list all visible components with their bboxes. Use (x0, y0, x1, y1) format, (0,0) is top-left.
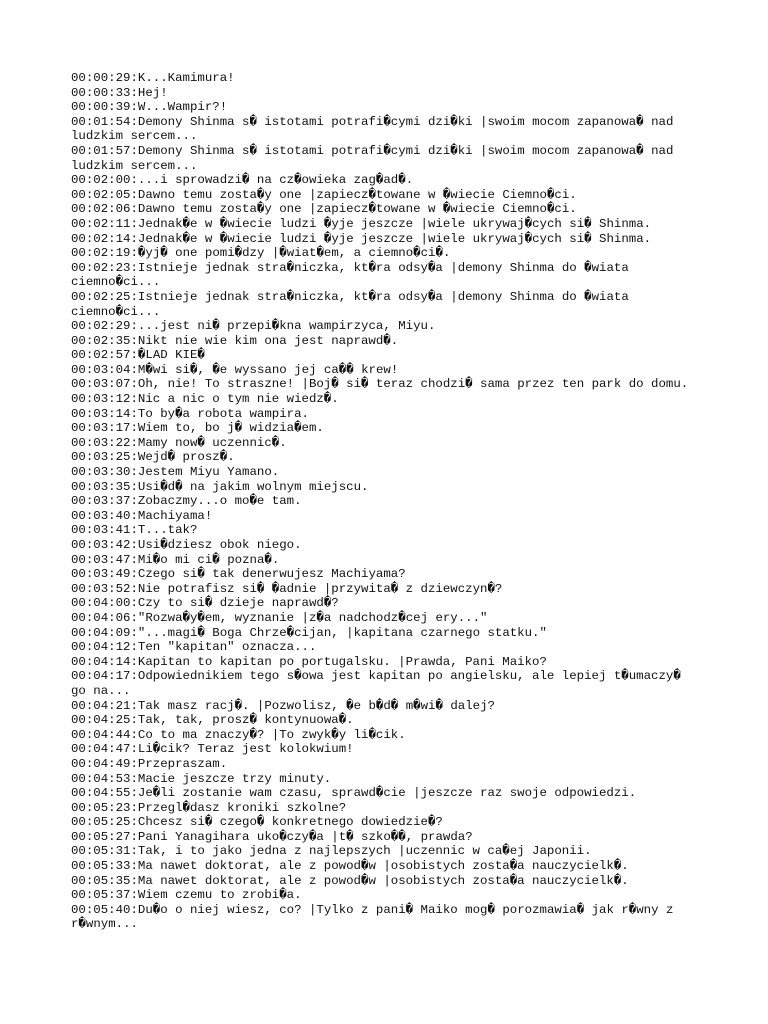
subtitle-line: 00:03:52:Nie potrafisz si� �adnie |przywita� z dziewczyn�? (71, 581, 503, 596)
subtitle-line: 00:03:04:M�wi si�, �e wyssano jej ca�� krew! (71, 362, 399, 377)
subtitle-line: 00:05:40:Du�o o niej wiesz, co? |Tylko z pani� Maiko mog� porozmawia� jak r�wny z r�wnym... (71, 902, 681, 932)
subtitle-line: 00:03:30:Jestem Miyu Yamano. (71, 465, 280, 480)
subtitle-line: 00:04:12:Ten "kapitan" oznacza... (71, 640, 317, 655)
subtitle-line: 00:02:25:Istnieje jednak stra�niczka, kt�ra odsy�a |demony Shinma do �wiata ciemno�ci... (71, 289, 637, 319)
subtitle-line: 00:01:54:Demony Shinma s� istotami potrafi�cymi dzi�ki |swoim mocom zapanowa� nad ludzkim sercem... (71, 114, 681, 144)
subtitle-line: 00:04:21:Tak masz racj�. |Pozwolisz, �e b�d� m�wi� dalej? (71, 698, 495, 713)
subtitle-line: 00:03:35:Usi�d� na jakim wolnym miejscu. (71, 479, 369, 494)
subtitle-line: 00:04:09:"...magi� Boga Chrze�cijan, |kapitana czarnego statku." (71, 625, 547, 640)
subtitle-line: 00:00:33:Hej! (71, 85, 168, 100)
subtitle-line: 00:03:47:Mi�o mi ci� pozna�. (71, 552, 280, 567)
subtitle-line: 00:00:39:W...Wampir?! (71, 100, 228, 115)
subtitle-line: 00:02:35:Nikt nie wie kim ona jest naprawd�. (71, 333, 399, 348)
subtitle-line: 00:03:25:Wejd� prosz�. (71, 450, 235, 465)
subtitle-line: 00:04:06:"Rozwa�y�em, wyznanie |z�a nadchodz�cej ery..." (71, 610, 488, 625)
subtitle-line: 00:03:12:Nic a nic o tym nie wiedz�. (71, 392, 339, 407)
subtitle-line: 00:05:33:Ma nawet doktorat, ale z powod�w |osobistych zosta�a nauczycielk�. (71, 859, 629, 874)
subtitle-line: 00:01:57:Demony Shinma s� istotami potrafi�cymi dzi�ki |swoim mocom zapanowa� nad ludzkim sercem... (71, 143, 681, 173)
subtitle-line: 00:02:29:...jest ni� przepi�kna wampirzyca, Miyu. (71, 319, 436, 334)
subtitle-line: 00:02:23:Istnieje jednak stra�niczka, kt�ra odsy�a |demony Shinma do �wiata ciemno�ci... (71, 260, 637, 290)
subtitle-line: 00:03:17:Wiem to, bo j� widzia�em. (71, 421, 324, 436)
subtitle-line: 00:04:17:Odpowiednikiem tego s�owa jest kapitan po angielsku, ale lepiej t�umaczy� go na... (71, 669, 689, 698)
subtitle-line: 00:03:14:To by�a robota wampira. (71, 406, 309, 421)
subtitle-line: 00:02:11:Jednak�e w �wiecie ludzi �yje jeszcze |wiele ukrywaj�cych si� Shinma. (71, 216, 652, 231)
subtitle-line: 00:03:07:Oh, nie! To straszne! |Boj� si� teraz chodzi� sama przez ten park do domu. (71, 377, 689, 392)
subtitle-line: 00:02:14:Jednak�e w �wiecie ludzi �yje jeszcze |wiele ukrywaj�cych si� Shinma. (71, 231, 652, 246)
subtitle-line: 00:03:22:Mamy now� uczennic�. (71, 435, 287, 450)
subtitle-line: 00:04:44:Co to ma znaczy�? |To zwyk�y li�cik. (71, 727, 406, 742)
subtitle-line: 00:05:23:Przegl�dasz kroniki szkolne? (71, 800, 347, 815)
subtitle-line: 00:03:42:Usi�dziesz obok niego. (71, 538, 302, 552)
subtitle-line: 00:05:35:Ma nawet doktorat, ale z powod�w |osobistych zosta�a nauczycielk�. (71, 873, 629, 888)
subtitle-line: 00:04:49:Przepraszam. (71, 756, 228, 771)
subtitle-line: 00:05:25:Chcesz si� czego� konkretnego dowiedzie�? (71, 815, 443, 830)
subtitle-line: 00:03:41:T...tak? (71, 523, 198, 538)
subtitle-line: 00:04:14:Kapitan to kapitan po portugalsku. |Prawda, Pani Maiko? (71, 654, 547, 669)
subtitle-line: 00:03:49:Czego si� tak denerwujesz Machiyama? (71, 567, 406, 582)
subtitle-line: 00:04:53:Macie jeszcze trzy minuty. (71, 771, 332, 786)
subtitle-line: 00:04:55:Je�li zostanie wam czasu, sprawd�cie |jeszcze raz swoje odpowiedzi. (71, 786, 637, 801)
subtitle-line: 00:04:25:Tak, tak, prosz� kontynuowa�. (71, 713, 354, 728)
subtitle-line: 00:03:40:Machiyama! (71, 508, 213, 523)
subtitle-line: 00:00:29:K...Kamimura! (71, 71, 235, 85)
subtitle-line: 00:02:05:Dawno temu zosta�y one |zapiecz�towane w �wiecie Ciemno�ci. (71, 187, 577, 202)
subtitle-line: 00:02:06:Dawno temu zosta�y one |zapiecz�towane w �wiecie Ciemno�ci. (71, 202, 577, 217)
subtitle-line: 00:05:37:Wiem czemu to zrobi�a. (71, 888, 302, 903)
subtitle-line: 00:03:37:Zobaczmy...o mo�e tam. (71, 494, 302, 509)
subtitle-line: 00:04:00:Czy to si� dzieje naprawd�? (71, 596, 339, 611)
subtitle-line: 00:05:27:Pani Yanagihara uko�czy�a |t� szko��, prawda? (71, 829, 473, 844)
subtitle-line: 00:02:57:�LAD KIE� (71, 348, 205, 363)
subtitle-line: 00:02:00:...i sprowadzi� na cz�owieka zag�ad�. (71, 173, 414, 188)
subtitle-document (71, 71, 696, 932)
subtitle-line: 00:04:47:Li�cik? Teraz jest kolokwium! (71, 742, 354, 757)
subtitle-line: 00:02:19:�yj� one pomi�dzy |�wiat�em, a ciemno�ci�. (71, 246, 451, 261)
subtitle-line: 00:05:31:Tak, i to jako jedna z najlepszych |uczennic w ca�ej Japonii. (71, 844, 592, 859)
